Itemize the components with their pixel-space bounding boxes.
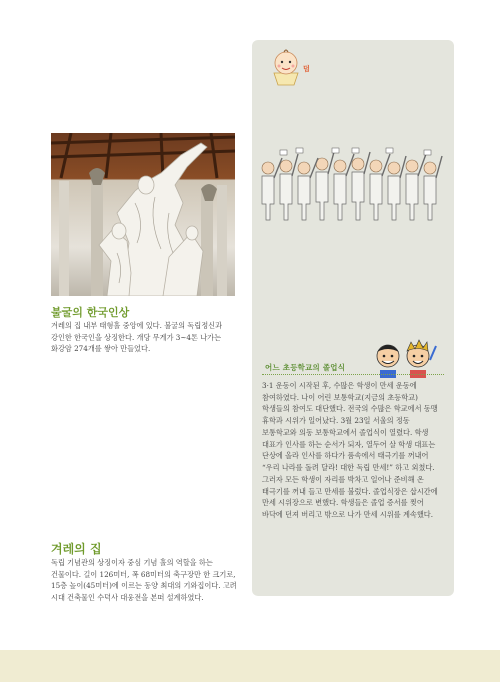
sidebar-body: 3·1 운동이 시작된 후, 수많은 학생이 만세 운동에 참여하였다. 나이 어린 보통학교(지금의 초등학교) 학생들의 참여도 대단했다. 전국의 수많은 학교에서 동맹 휴학과 시위가 일어났다. 3월 23일 서울의 정동 보통학교와 의동 보통학교에서 졸업식이 열렸다. 학생 대표가 인사를 하는 순서가 되자, 열두어 살 학생 대표는 단상에 올라 인사를 하다가 품속에서 태극기를 꺼내어 “우리 나라를 돌려 달라! 대한 독립 만세!” 하고 외쳤다. 그러자 모든 학생이 자리를 박차고 일어나 준비해 온 태극기를 꺼내 들고 만세를 불렀다. 졸업식장은 삽시간에 만세 시위장으로 변했다. 학생들은 졸업 증서를 찢어 바닥에 던져 버리고 밖으로 나가 만세 시위를 계속했다. xyxy=(262,381,438,520)
baby-mascot-icon xyxy=(268,47,304,87)
sidebar-tag: 덤 xyxy=(303,65,310,73)
photo-caption-body: 겨레의 집 내부 태형홀 중앙에 있다. 불굴의 독립정신과 강인한 한국인을 상징한다. 개당 무게가 3~4톤 나가는 화강암 274개를 쌓아 만들었다. xyxy=(51,321,223,354)
sidebar-heading: 어느 초등학교의 졸업식 xyxy=(265,363,346,372)
section-title: 겨레의 집 xyxy=(51,542,102,556)
bottom-band xyxy=(0,650,500,682)
statue-photo xyxy=(51,133,235,296)
two-children-illustration xyxy=(372,338,438,378)
section-body: 독립 기념관의 상징이자 중심 기념 홀의 역할을 하는 건물이다. 길이 126미터, 폭 68미터의 축구장만 한 크기로, 15층 높이(45미터)에 이르는 동양 최대의 기와집이다. 고려 시대 건축물인 수덕사 대웅전을 본떠 설계하였다. xyxy=(51,558,237,602)
sidebar-divider xyxy=(262,374,444,375)
cheering-crowd-illustration xyxy=(256,146,452,224)
photo-caption-title: 불굴의 한국인상 xyxy=(51,306,130,319)
